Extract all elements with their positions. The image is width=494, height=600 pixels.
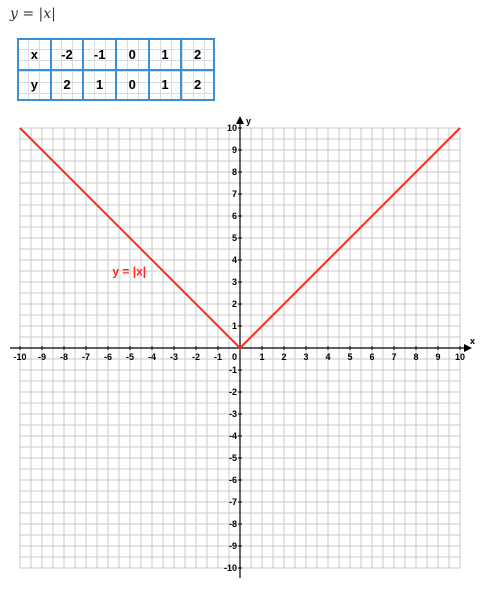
y-tick-label: 4 xyxy=(231,255,237,265)
table-cell: -1 xyxy=(83,39,116,70)
y-tick-label: -4 xyxy=(228,431,237,441)
y-tick-label: -2 xyxy=(228,387,237,397)
x-tick-label: -1 xyxy=(213,352,223,362)
y-tick-label: 5 xyxy=(231,233,237,243)
x-tick-label: -7 xyxy=(81,352,91,362)
table-cell: 0 xyxy=(116,70,149,101)
y-tick-label: -10 xyxy=(223,563,237,573)
y-tick-label: 10 xyxy=(226,123,237,133)
page-title: y = |x| xyxy=(10,6,56,22)
graph xyxy=(0,116,494,600)
y-tick-label: 3 xyxy=(231,277,237,287)
x-tick-label: 1 xyxy=(259,352,265,362)
y-tick-label: -8 xyxy=(228,519,237,529)
y-tick-label: -1 xyxy=(228,365,237,375)
y-tick-label: -7 xyxy=(228,497,237,507)
y-tick-label: 9 xyxy=(231,145,237,155)
y-tick-label: 1 xyxy=(231,321,237,331)
y-tick-label: -9 xyxy=(228,541,237,551)
table-cell: 2 xyxy=(51,70,84,101)
table-cell: 2 xyxy=(181,39,214,70)
x-tick-label: 8 xyxy=(413,352,419,362)
x-tick-label: 10 xyxy=(454,352,466,362)
table-cell: -2 xyxy=(51,39,84,70)
x-tick-label: 7 xyxy=(391,352,397,362)
x-tick-label: 9 xyxy=(435,352,441,362)
table-cell: 0 xyxy=(116,39,149,70)
y-tick-label: 2 xyxy=(231,299,237,309)
y-tick-label: -6 xyxy=(228,475,237,485)
table-row xyxy=(18,39,214,70)
x-tick-label: 5 xyxy=(347,352,353,362)
x-tick-label: 6 xyxy=(369,352,375,362)
x-axis-label: x xyxy=(470,336,476,346)
x-tick-label: -10 xyxy=(13,352,27,362)
x-tick-label: 3 xyxy=(303,352,309,362)
y-axis-label: y xyxy=(246,116,252,126)
y-axis-arrow-icon xyxy=(236,116,244,124)
y-tick-label: 8 xyxy=(231,167,237,177)
y-tick-label: 6 xyxy=(231,211,237,221)
x-tick-label: -2 xyxy=(191,352,201,362)
x-tick-label: -3 xyxy=(169,352,179,362)
table-row xyxy=(18,70,214,101)
x-tick-label: 2 xyxy=(281,352,287,362)
table-cell: 1 xyxy=(83,70,116,101)
origin-label: 0 xyxy=(231,352,237,362)
y-tick-label: 7 xyxy=(231,189,237,199)
x-tick-label: -9 xyxy=(37,352,47,362)
value-table-container xyxy=(17,38,215,101)
y-tick-label: -3 xyxy=(228,409,237,419)
value-table xyxy=(17,38,215,101)
x-tick-label: -4 xyxy=(147,352,157,362)
table-header-cell: x xyxy=(18,39,51,70)
table-cell: 1 xyxy=(149,70,182,101)
table-header-cell: y xyxy=(18,70,51,101)
x-tick-label: -6 xyxy=(103,352,113,362)
y-tick-label: -5 xyxy=(228,453,237,463)
function-label: y = |x| xyxy=(112,264,147,279)
x-tick-label: -8 xyxy=(59,352,69,362)
x-tick-label: 4 xyxy=(325,352,331,362)
table-cell: 2 xyxy=(181,70,214,101)
x-tick-label: -5 xyxy=(125,352,135,362)
table-cell: 1 xyxy=(149,39,182,70)
